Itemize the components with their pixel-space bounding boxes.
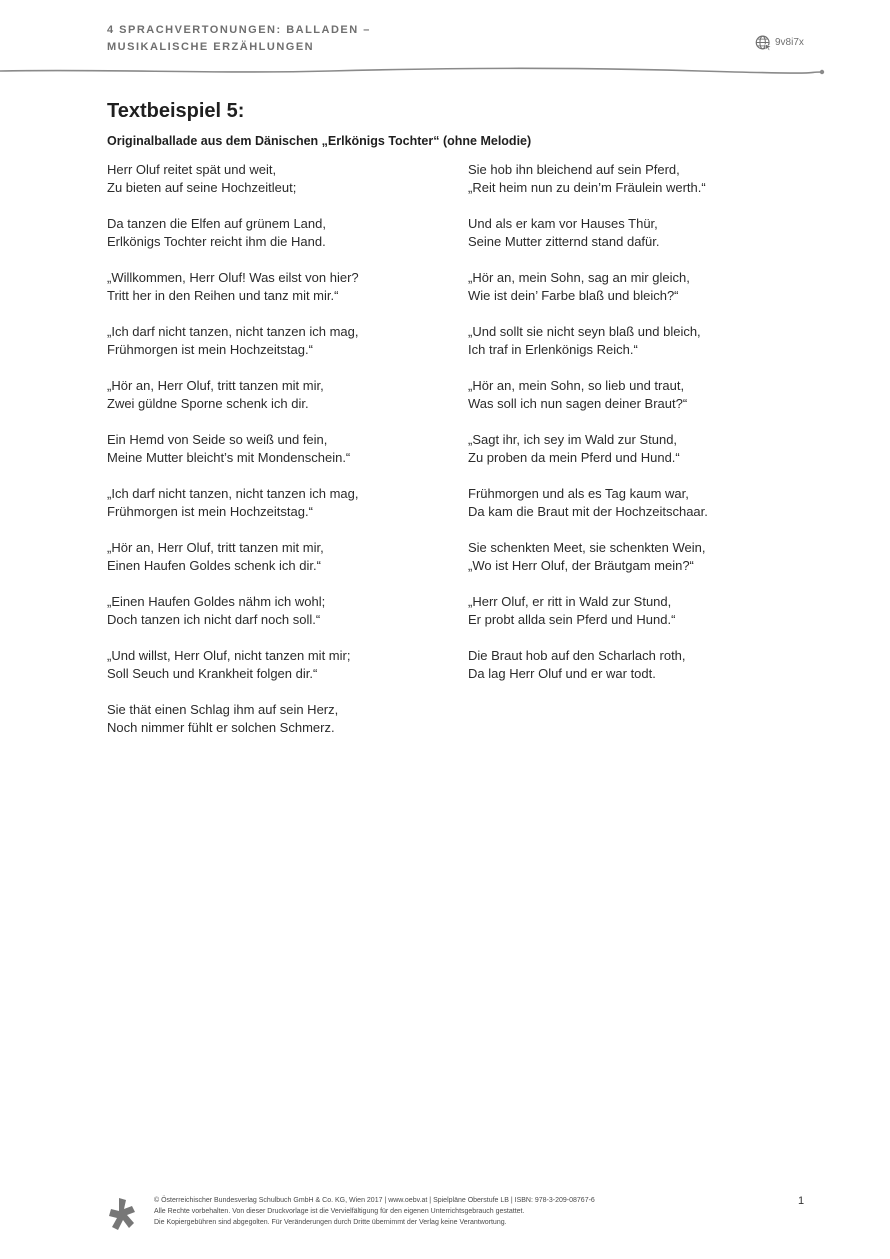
- footer-rights: Alle Rechte vorbehalten. Von dieser Druckvorlage ist die Vervielfältigung für den eigenen Unterrichtsgebrauch gestattet.: [154, 1208, 525, 1215]
- verse-line: „Sagt ihr, ich sey im Wald zur Stund,: [468, 432, 678, 447]
- stanza: [468, 485, 798, 521]
- verse-line: Frühmorgen ist mein Hochzeitstag.“: [107, 342, 313, 357]
- verse-line: „Hör an, Herr Oluf, tritt tanzen mit mir,: [107, 378, 324, 393]
- poem-column-right: [468, 161, 798, 701]
- page-title: Textbeispiel 5:: [107, 100, 245, 122]
- verse-line: „Reit heim nun zu dein’m Fräulein werth.“: [468, 180, 706, 195]
- stanza: [468, 269, 798, 305]
- verse-line: Zwei güldne Sporne schenk ich dir.: [107, 396, 309, 411]
- verse-line: Sie schenkten Meet, sie schenkten Wein,: [468, 540, 706, 555]
- verse-line: Tritt her in den Reihen und tanz mit mir.“: [107, 288, 339, 303]
- stanza: [107, 593, 437, 629]
- online-code-text: 9v8i7x: [775, 37, 804, 48]
- footer: [108, 1195, 595, 1231]
- verse-line: „Willkommen, Herr Oluf! Was eilst von hier?: [107, 270, 359, 285]
- verse-line: „Ich darf nicht tanzen, nicht tanzen ich mag,: [107, 486, 359, 501]
- verse-line: Und als er kam vor Hauses Thür,: [468, 216, 658, 231]
- verse-line: Noch nimmer fühlt er solchen Schmerz.: [107, 720, 335, 735]
- verse-line: „Ich darf nicht tanzen, nicht tanzen ich mag,: [107, 324, 359, 339]
- stanza: [468, 161, 798, 197]
- verse-line: „Und sollt sie nicht seyn blaß und bleich,: [468, 324, 701, 339]
- verse-line: Sie hob ihn bleichend auf sein Pferd,: [468, 162, 680, 177]
- stanza: [107, 701, 437, 737]
- verse-line: Er probt allda sein Pferd und Hund.“: [468, 612, 676, 627]
- stanza: [468, 323, 798, 359]
- footer-text: [154, 1195, 595, 1228]
- page-number: 1: [798, 1195, 805, 1207]
- stanza: [107, 485, 437, 521]
- verse-line: „Hör an, mein Sohn, so lieb und traut,: [468, 378, 685, 393]
- verse-line: Frühmorgen und als es Tag kaum war,: [468, 486, 689, 501]
- online-code[interactable]: [755, 34, 804, 51]
- verse-line: Zu bieten auf seine Hochzeitleut;: [107, 180, 297, 195]
- stanza: [107, 161, 437, 197]
- verse-line: Da tanzen die Elfen auf grünem Land,: [107, 216, 326, 231]
- stanza: [468, 539, 798, 575]
- verse-line: Erlkönigs Tochter reicht ihm die Hand.: [107, 234, 326, 249]
- verse-line: Sie thät einen Schlag ihm auf sein Herz,: [107, 702, 339, 717]
- verse-line: Was soll ich nun sagen deiner Braut?“: [468, 396, 688, 411]
- verse-line: „Wo ist Herr Oluf, der Bräutgam mein?“: [468, 558, 694, 573]
- stanza: [107, 215, 437, 251]
- verse-line: „Hör an, mein Sohn, sag an mir gleich,: [468, 270, 690, 285]
- verse-line: Da kam die Braut mit der Hochzeitschaar.: [468, 504, 708, 519]
- header-rule: [0, 62, 830, 78]
- verse-line: Ich traf in Erlenkönigs Reich.“: [468, 342, 638, 357]
- verse-line: Da lag Herr Oluf und er war todt.: [468, 666, 656, 681]
- verse-line: Ein Hemd von Seide so weiß und fein,: [107, 432, 328, 447]
- verse-line: „Und willst, Herr Oluf, nicht tanzen mit mir;: [107, 648, 351, 663]
- verse-line: Die Braut hob auf den Scharlach roth,: [468, 648, 686, 663]
- verse-line: Soll Seuch und Krankheit folgen dir.“: [107, 666, 318, 681]
- page-subtitle: Originalballade aus dem Dänischen „Erlkönigs Tochter“ (ohne Melodie): [107, 134, 532, 148]
- verse-line: Meine Mutter bleicht’s mit Mondenschein.“: [107, 450, 351, 465]
- verse-line: Zu proben da mein Pferd und Hund.“: [468, 450, 680, 465]
- verse-line: Wie ist dein’ Farbe blaß und bleich?“: [468, 288, 679, 303]
- footer-copyright: © Österreichischer Bundesverlag Schulbuch GmbH & Co. KG, Wien 2017 | www.oebv.at | Spielpläne Oberstufe LB | ISBN: 978-3-209-08767-6: [154, 1197, 595, 1204]
- stanza: [107, 377, 437, 413]
- stanza: [468, 377, 798, 413]
- globe-link-icon: [755, 34, 772, 51]
- poem-column-left: [107, 161, 437, 755]
- stanza: [107, 539, 437, 575]
- stanza: [107, 431, 437, 467]
- verse-line: Doch tanzen ich nicht darf noch soll.“: [107, 612, 321, 627]
- footer-disclaimer: Die Kopiergebühren sind abgegolten. Für Veränderungen durch Dritte übernimmt der Verlag keine Verantwortung.: [154, 1219, 507, 1226]
- verse-line: „Einen Haufen Goldes nähm ich wohl;: [107, 594, 326, 609]
- verse-line: Herr Oluf reitet spät und weit,: [107, 162, 277, 177]
- stanza: [107, 647, 437, 683]
- publisher-logo-icon: [108, 1197, 140, 1231]
- stanza: [468, 215, 798, 251]
- stanza: [468, 431, 798, 467]
- stanza: [107, 323, 437, 359]
- header-title-line1: 4 SPRACHVERTONUNGEN: BALLADEN –: [107, 24, 371, 36]
- stanza: [107, 269, 437, 305]
- verse-line: Frühmorgen ist mein Hochzeitstag.“: [107, 504, 313, 519]
- header-title-line2: MUSIKALISCHE ERZÄHLUNGEN: [107, 41, 315, 53]
- header-title: [107, 22, 371, 56]
- verse-line: „Herr Oluf, er ritt in Wald zur Stund,: [468, 594, 672, 609]
- stanza: [468, 593, 798, 629]
- verse-line: Seine Mutter zitternd stand dafür.: [468, 234, 660, 249]
- stanza: [468, 647, 798, 683]
- verse-line: „Hör an, Herr Oluf, tritt tanzen mit mir,: [107, 540, 324, 555]
- verse-line: Einen Haufen Goldes schenk ich dir.“: [107, 558, 321, 573]
